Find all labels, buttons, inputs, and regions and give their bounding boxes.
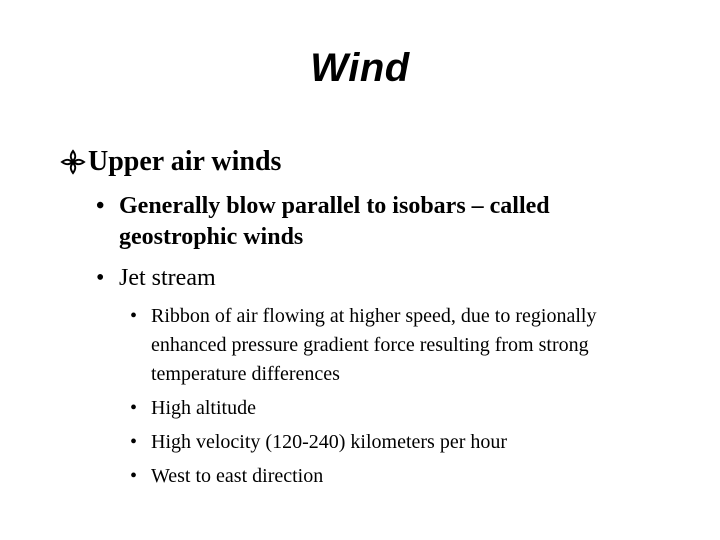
slide-title: Wind: [310, 46, 410, 90]
bullet-dot: •: [96, 265, 105, 291]
sub-bullet-altitude: [130, 394, 630, 423]
sub-bullet-dot: •: [130, 305, 138, 327]
heading-text: Upper air winds: [88, 146, 282, 177]
bullet-dot: •: [96, 193, 105, 219]
sub-bullet-direction: [130, 462, 630, 491]
sub-bullet-ribbon: [130, 302, 630, 389]
heading-upper-air-winds: [60, 142, 281, 182]
bullet-jet-stream: [96, 263, 656, 294]
bullet-text: Jet stream: [119, 265, 216, 291]
bullet-text: Generally blow parallel to isobars – called geostrophic winds: [119, 193, 550, 250]
sub-bullet-text: Ribbon of air flowing at higher speed, due to regionally enhanced pressure gradient force resulting from strong temperature differences: [151, 305, 597, 385]
sub-bullet-text: High velocity (120-240) kilometers per hour: [151, 431, 508, 453]
sub-bullet-dot: •: [130, 431, 138, 453]
sub-bullet-dot: •: [130, 397, 138, 419]
diamond-bullet-icon: [60, 149, 86, 175]
sub-bullet-text: West to east direction: [151, 465, 324, 487]
sub-bullet-text: High altitude: [151, 397, 256, 419]
sub-bullet-dot: •: [130, 465, 138, 487]
sub-bullet-velocity: [130, 428, 630, 457]
bullet-geostrophic: [96, 191, 656, 253]
